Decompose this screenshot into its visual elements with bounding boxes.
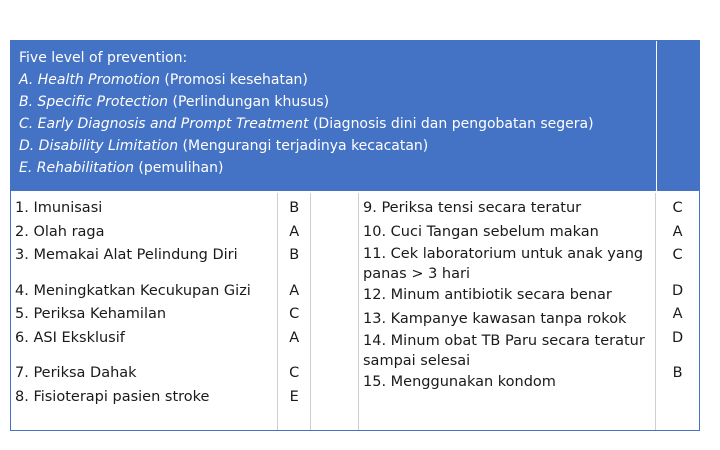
list-item: 3. Memakai Alat Pelindung Diri [15,247,238,263]
right-answers-column [655,193,699,430]
spacer-column [310,193,358,430]
list-item: 12. Minum antibiotik secara benar [363,287,612,303]
list-item: 10. Cuci Tangan sebelum makan [363,223,599,240]
level-a: A. Health Promotion (Promosi kesehatan) [19,72,308,88]
list-item: 8. Fisioterapi pasien stroke [15,388,210,405]
list-item: 1. Imunisasi [15,200,103,216]
answer-cell: A [289,223,300,240]
list-item: 5. Periksa Kehamilan [15,306,167,322]
list-item: 2. Olah raga [15,223,105,240]
answer-cell: C [672,247,683,263]
table-body [11,193,699,430]
list-item: 11. Cek laboratorium untuk anak yang panas > 3 hari [363,246,644,282]
answer-cell: A [289,282,300,299]
header-side-cell [656,41,699,191]
answer-cell: B [289,200,300,216]
answer-cell: B [672,365,683,381]
list-item: 9. Periksa tensi secara teratur [363,200,582,216]
list-item: 7. Periksa Dahak [15,365,137,381]
answer-cell: A [672,223,683,240]
answer-cell: E [289,388,299,405]
level-b: B. Specific Protection (Perlindungan khusus) [19,94,330,110]
table-header [11,41,699,193]
answer-cell: D [671,329,684,346]
answer-cell: A [289,329,300,346]
answer-cell: A [672,306,683,322]
heading-title: Five level of prevention: [19,50,188,66]
level-c: C. Early Diagnosis and Prompt Treatment (Diagnosis dini dan pengobatan segera) [19,116,594,132]
list-item: 13. Kampanye kawasan tanpa rokok [363,310,627,327]
answer-cell: C [289,306,300,322]
list-item: 15. Menggunakan kondom [363,374,556,390]
level-e: E. Rehabilitation (pemulihan) [19,160,224,176]
answer-cell: D [671,282,684,299]
right-items-column [358,193,655,430]
list-item: 4. Meningkatkan Kecukupan Gizi [15,282,251,299]
prevention-levels-heading [11,41,656,191]
level-d: D. Disability Limitation (Mengurangi terjadinya kecacatan) [19,138,429,154]
left-items-column [11,193,277,430]
prevention-table [10,40,700,431]
left-answers-column [277,193,310,430]
answer-cell: C [289,365,300,381]
list-item: 14. Minum obat TB Paru secara teratur sampai selesai [363,333,645,369]
answer-cell: C [672,200,683,216]
answer-cell: B [289,247,300,263]
list-item: 6. ASI Eksklusif [15,329,125,346]
